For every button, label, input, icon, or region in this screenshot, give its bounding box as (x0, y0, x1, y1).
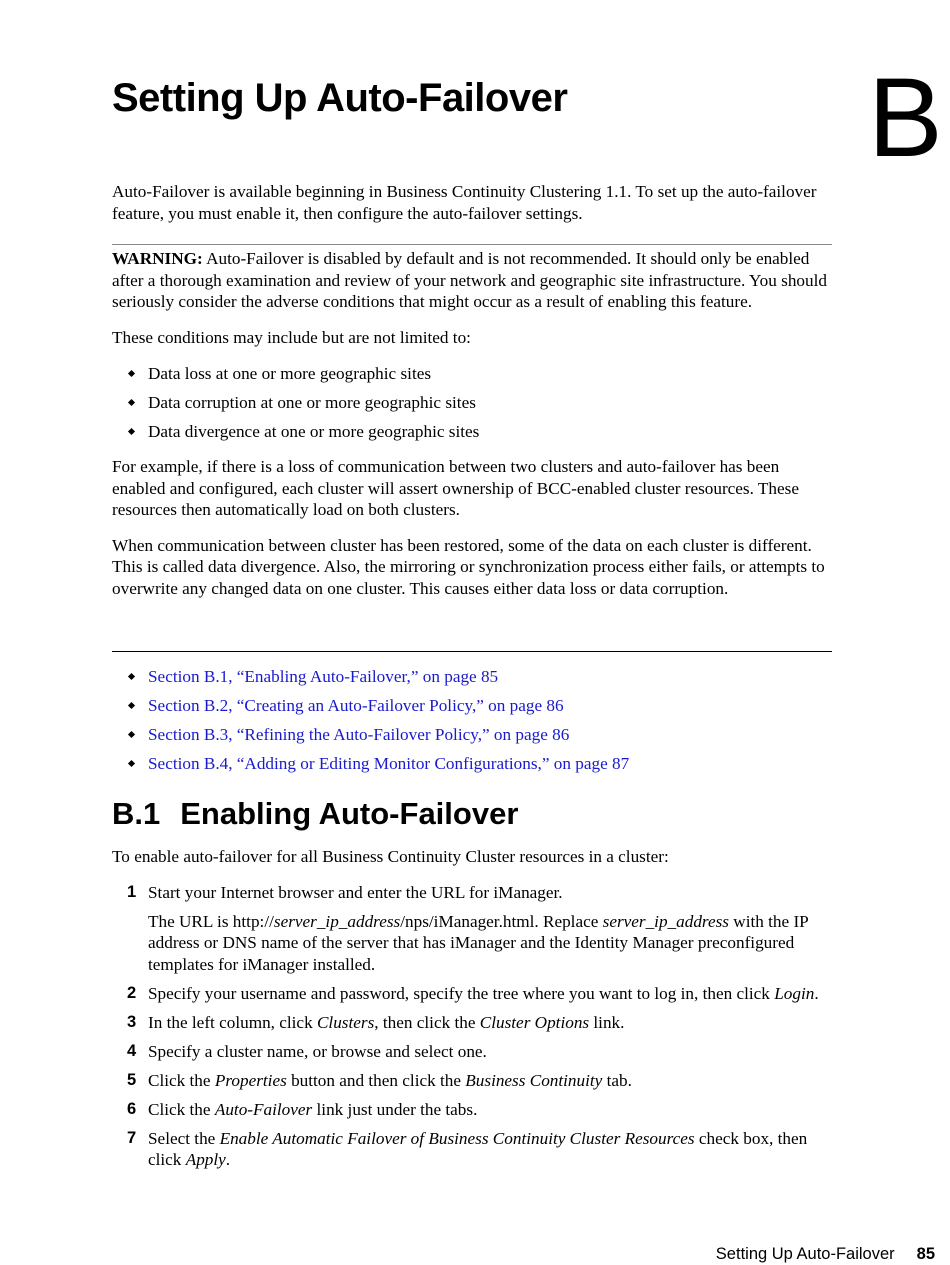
step-item (112, 1070, 832, 1092)
step-number: 6 (127, 1099, 137, 1118)
step-item (112, 1128, 832, 1171)
step-number: 5 (127, 1070, 137, 1089)
link-section-b1[interactable]: Section B.1, “Enabling Auto-Failover,” on page 85 (148, 667, 499, 686)
footer-title: Setting Up Auto-Failover (715, 1245, 895, 1263)
bullet-icon (128, 702, 135, 709)
step-item (112, 1012, 832, 1034)
link-section-b3[interactable]: Section B.3, “Refining the Auto-Failover Policy,” on page 86 (148, 725, 570, 744)
intro-paragraph (112, 181, 832, 224)
warning-text: Auto-Failover is disabled by default and is not recommended. It should only be enabled after a thorough examination and review of your network and geographic site infrastructure. You should seriously consider the adverse conditions that might occur as a result of enabling this feature. (112, 249, 827, 311)
step-text: Select the Enable Automatic Failover of Business Continuity Cluster Resources check box, then click Apply. (148, 1128, 808, 1169)
list-item (112, 421, 832, 450)
step-number: 1 (127, 882, 137, 901)
step-text: Start your Internet browser and enter the URL for iManager. (148, 882, 563, 902)
section-number: B.1 (112, 796, 161, 831)
bullet-icon (128, 760, 135, 767)
bullet-icon (128, 731, 135, 738)
chapter-title: Setting Up Auto-Failover (112, 76, 568, 120)
intro-text: Auto-Failover is available beginning in Business Continuity Clustering 1.1. To set up the auto-failover feature, you must enable it, then configure the auto-failover settings. (112, 182, 817, 223)
step-text: Click the Properties button and then click the Business Continuity tab. (148, 1070, 632, 1090)
condition-text: Data loss at one or more geographic sites (148, 364, 432, 383)
step-number: 7 (127, 1128, 137, 1147)
list-item (112, 695, 832, 724)
chapter-letter: B (868, 55, 943, 180)
step-text: Specify your username and password, specify the tree where you want to log in, then click Login. (148, 983, 819, 1003)
step-item (112, 882, 832, 976)
section-links (112, 666, 832, 782)
step-item (112, 1099, 832, 1121)
list-item (112, 724, 832, 753)
condition-text: Data corruption at one or more geographic sites (148, 393, 476, 412)
restored-paragraph: When communication between cluster has been restored, some of the data on each cluster is different. This is called data divergence. Also, the mirroring or synchronization process either fails, or attempts to overwrite any changed data on one cluster. This causes either data loss or data corruption. (112, 535, 825, 598)
link-section-b4[interactable]: Section B.4, “Adding or Editing Monitor Configurations,” on page 87 (148, 754, 630, 773)
condition-text: Data divergence at one or more geographic sites (148, 422, 480, 441)
step-text: Click the Auto-Failover link just under the tabs. (148, 1099, 478, 1119)
warning-top-rule (112, 244, 832, 245)
warning-bottom-rule (112, 651, 832, 652)
steps-list (112, 882, 832, 1171)
list-item (112, 666, 832, 695)
step-number: 4 (127, 1041, 137, 1060)
bullet-icon (128, 370, 135, 377)
page-footer (716, 1244, 935, 1264)
section-title: Enabling Auto-Failover (180, 796, 519, 831)
step-number: 2 (127, 983, 137, 1002)
step-number: 3 (127, 1012, 137, 1031)
bullet-icon (128, 399, 135, 406)
conditions-list (112, 363, 832, 450)
link-section-b2[interactable]: Section B.2, “Creating an Auto-Failover Policy,” on page 86 (148, 696, 564, 715)
warning-label: WARNING: (112, 249, 203, 268)
page-number: 85 (916, 1245, 935, 1263)
bullet-icon (128, 673, 135, 680)
example-paragraph: For example, if there is a loss of communication between two clusters and auto-failover has been enabled and configured, each cluster will assert ownership of BCC-enabled cluster resources. These resources then automatically load on both clusters. (112, 457, 799, 519)
step-subparagraph: The URL is http://server_ip_address/nps/iManager.html. Replace server_ip_address with the IP address or DNS name of the server that has iManager and the Identity Manager preconfigured templates for iManager installed. (148, 911, 809, 974)
list-item (112, 753, 832, 782)
toc-list (112, 666, 832, 782)
list-item (112, 363, 832, 392)
step-text: In the left column, click Clusters, then click the Cluster Options link. (148, 1012, 625, 1032)
bullet-icon (128, 428, 135, 435)
section-heading (112, 795, 518, 833)
step-text: Specify a cluster name, or browse and select one. (148, 1041, 487, 1061)
section-body (112, 846, 832, 1178)
step-item (112, 1041, 832, 1063)
conditions-intro: These conditions may include but are not limited to: (112, 327, 471, 347)
step-item (112, 983, 832, 1005)
section-intro: To enable auto-failover for all Business Continuity Cluster resources in a cluster: (112, 847, 669, 866)
warning-box (112, 248, 832, 599)
list-item (112, 392, 832, 421)
warning-paragraph (112, 248, 832, 313)
